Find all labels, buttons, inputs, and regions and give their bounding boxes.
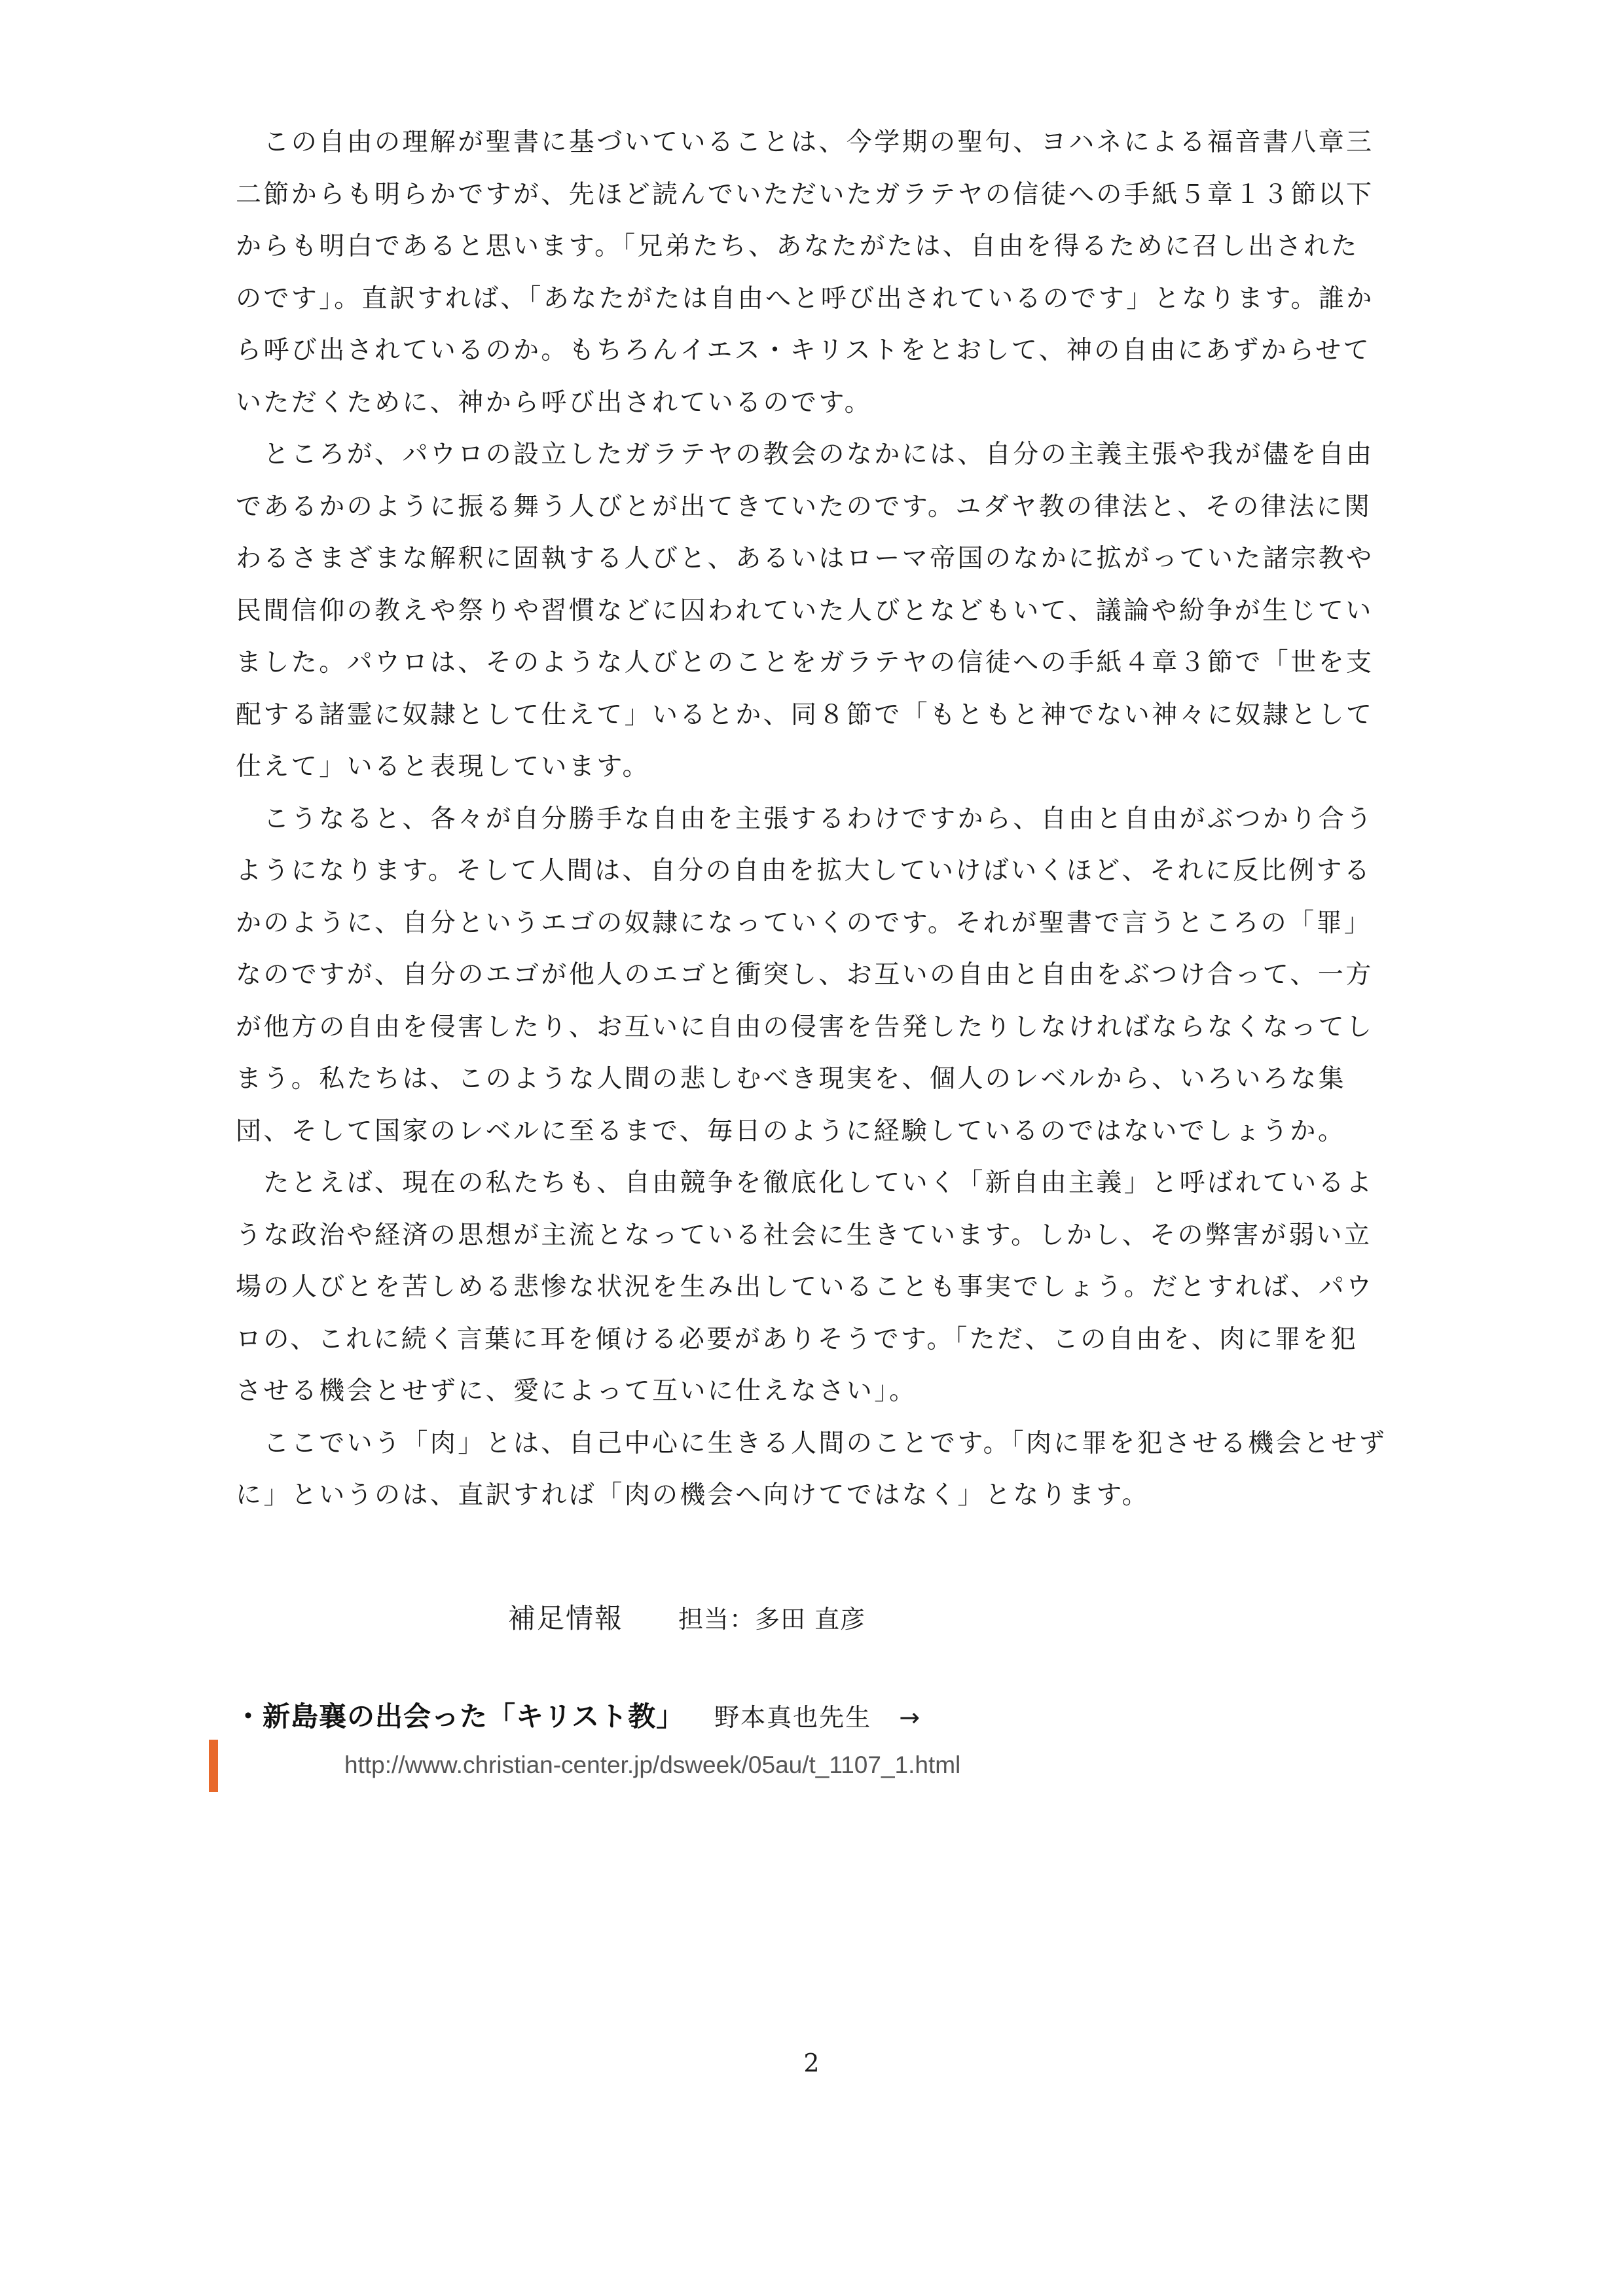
link-speaker: 野本真也先生	[714, 1703, 872, 1732]
link-title: ・新島襄の出会った「キリスト教」	[234, 1700, 685, 1732]
supplement-heading	[508, 1597, 866, 1636]
paragraph-4: たとえば、現在の私たちも、自由競争を徹底化していく「新自由主義」と呼ばれているよ うな政治や経済の思想が主流となっている社会に生きています。しかし、その弊害が弱い立 場の人びとを苦しめる悲惨な状況を生み出していることも事実でしょう。だとすれば、パウ ロの、これに続く言葉に耳を傾ける必要がありそうです。「ただ、この自由を、肉に罪を犯 させる機会とせずに、愛によって互いに仕えなさい」。	[236, 1168, 1374, 1406]
link-url[interactable]: http://www.christian-center.jp/dsweek/05au/t_1107_1.html	[344, 1751, 961, 1778]
paragraph-5: ここでいう「肉」とは、自己中心に生きる人間のことです。「肉に罪を犯させる機会とせず に」というのは、直訳すれば「肉の機会へ向けてではなく」となります。	[236, 1428, 1387, 1510]
supplement-author: 担当：多田 直彦	[678, 1605, 866, 1634]
body-text	[236, 117, 1408, 1522]
paragraph-2: ところが、パウロの設立したガラテヤの教会のなかには、自分の主義主張や我が儘を自由 であるかのように振る舞う人びとが出てきていたのです。ユダヤ教の律法と、その律法に関 わるさまざまな解釈に固執する人びと、あるいはローマ帝国のなかに拡がっていた諸宗教や 民間信仰の教えや祭りや習慣などに囚われていた人びとなどもいて、議論や紛争が生じてい ました。パウロは、そのような人びとのことをガラテヤの信徒への手紙４章３節で「世を支 配する諸霊に奴隷として仕えて」いるとか、同８節で「もともと神でない神々に奴隷として 仕えて」いると表現しています。	[236, 440, 1374, 781]
supplement-title: 補足情報	[508, 1602, 624, 1634]
paragraph-3: こうなると、各々が自分勝手な自由を主張するわけですから、自由と自由がぶつかり合う ようになります。そして人間は、自分の自由を拡大していけばいくほど、それに反比例する かのように、自分というエゴの奴隷になっていくのです。それが聖書で言うところの「罪」 なのですが、自分のエゴが他人のエゴと衝突し、お互いの自由と自由をぶつけ合って、一方 が他方の自由を侵害したり、お互いに自由の侵害を告発したりしなければならなくなってし まう。私たちは、このような人間の悲しむべき現実を、個人のレベルから、いろいろな集 団、そして国家のレベルに至るまで、毎日のように経験しているのではないでしょうか。	[236, 804, 1374, 1146]
arrow-right-icon: →	[899, 1703, 921, 1732]
accent-bar	[209, 1740, 218, 1792]
paragraph-1: この自由の理解が聖書に基づいていることは、今学期の聖句、ヨハネによる福音書八章三 二節からも明らかですが、先ほど読んでいただいたガラテヤの信徒への手紙５章１３節以下 からも明白であると思います。「兄弟たち、あなたがたは、自由を得るために召し出された のです」。直訳すれば、「あなたがたは自由へと呼び出されているのです」となります。誰か ら呼び出されているのか。もちろんイエス・キリストをとおして、神の自由にあずからせて いただくために、神から呼び出されているのです。	[236, 128, 1374, 418]
page-number: 2	[803, 2049, 820, 2077]
link-item	[234, 1695, 920, 1734]
